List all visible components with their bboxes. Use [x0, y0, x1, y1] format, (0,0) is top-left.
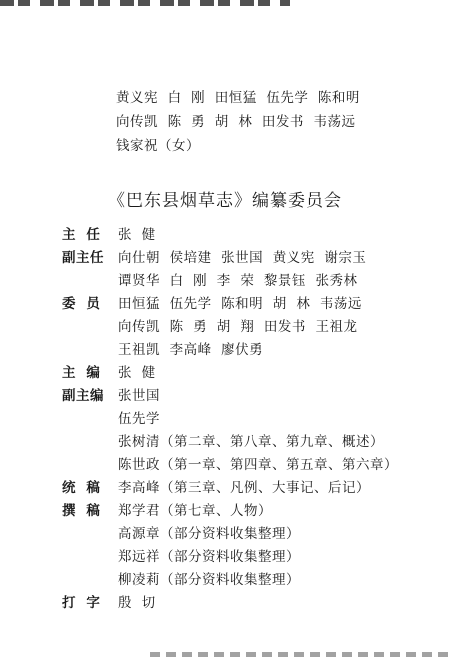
- role-deputy-director: [62, 247, 398, 293]
- member-line: 钱家祝（女）: [116, 138, 200, 154]
- role-typist: [62, 592, 398, 615]
- role-names: 殷 切: [118, 595, 156, 611]
- member-line: 黄义宪 白 刚 田恒猛 伍先学 陈和明: [116, 90, 360, 106]
- role-writers: [62, 500, 398, 592]
- role-names: 张树清（第二章、第八章、第九章、概述）: [118, 434, 384, 450]
- role-label: 副主编: [62, 388, 104, 404]
- role-names: 郑远祥（部分资料收集整理）: [118, 549, 300, 565]
- committee-heading: 《巴东县烟草志》编纂委员会: [108, 191, 342, 211]
- role-final-editing: [62, 477, 398, 500]
- role-names: 伍先学: [118, 411, 160, 427]
- scan-artifact-top: [0, 0, 290, 6]
- role-label: 委 员: [62, 296, 101, 312]
- role-names: 柳凌莉（部分资料收集整理）: [118, 572, 300, 588]
- role-names: 向仕朝 侯培建 张世国 黄义宪 谢宗玉: [118, 250, 367, 266]
- role-deputy-editor: [62, 385, 398, 477]
- role-names: 向传凯 陈 勇 胡 翔 田发书 王祖龙: [118, 319, 358, 335]
- member-line: 向传凯 陈 勇 胡 林 田发书 韦荡远: [116, 114, 356, 130]
- role-director: [62, 224, 398, 247]
- role-names: 高源章（部分资料收集整理）: [118, 526, 300, 542]
- role-names: 张世国: [118, 388, 160, 404]
- role-label: 统 稿: [62, 480, 101, 496]
- role-members: [62, 293, 398, 362]
- role-label: 副主任: [62, 250, 104, 266]
- role-names: 张 健: [118, 365, 156, 381]
- role-names: 田恒猛 伍先学 陈和明 胡 林 韦荡远: [118, 296, 362, 312]
- role-names: 张 健: [118, 227, 156, 243]
- role-names: 王祖凯 李高峰 廖伏勇: [118, 342, 264, 358]
- role-names: 郑学君（第七章、人物）: [118, 503, 272, 519]
- role-label: 撰 稿: [62, 503, 101, 519]
- role-editor-in-chief: [62, 362, 398, 385]
- role-label: 打 字: [62, 595, 101, 611]
- continued-member-list: [116, 86, 360, 158]
- scan-artifact-bottom: [150, 652, 450, 657]
- role-names: 谭贤华 白 刚 李 荣 黎景钰 张秀林: [118, 273, 358, 289]
- role-names: 李高峰（第三章、凡例、大事记、后记）: [118, 480, 370, 496]
- role-label: 主 编: [62, 365, 101, 381]
- role-label: 主 任: [62, 227, 101, 243]
- role-names: 陈世政（第一章、第四章、第五章、第六章）: [118, 457, 398, 473]
- committee-roles: [62, 224, 398, 615]
